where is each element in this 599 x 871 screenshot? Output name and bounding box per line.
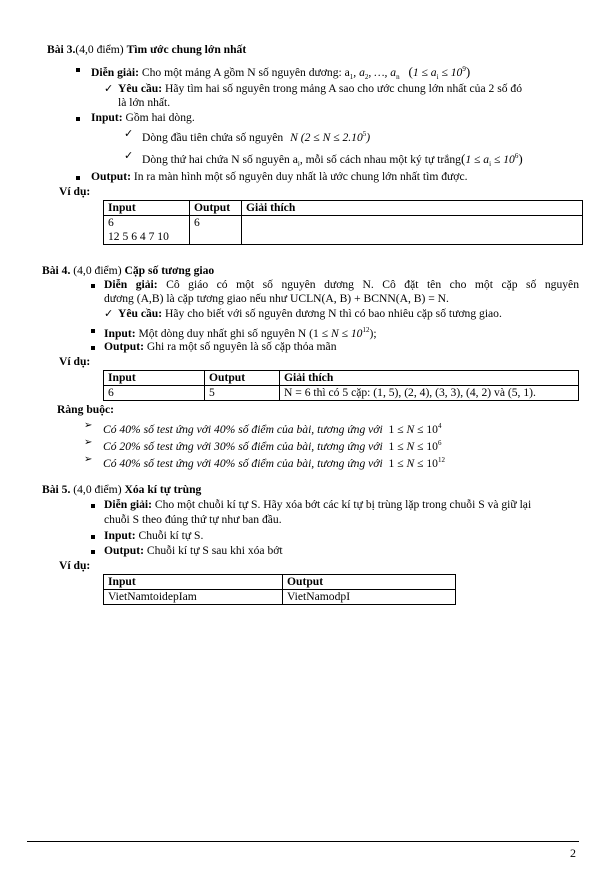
b4-rang-buoc: Ràng buộc: (57, 403, 115, 416)
bullet-square (91, 329, 95, 333)
b3-yeu-cau-line1: Yêu cầu: Hãy tìm hai số nguyên trong mảng A sao cho ước chung lớn nhất của 2 số đó (118, 82, 522, 95)
check-icon: ✓ (104, 83, 114, 95)
bullet-square (76, 176, 80, 180)
table-header-row (104, 575, 456, 590)
b3-input-line2: Dòng thứ hai chứa N số nguyên $a_i$, mỗi số cách nhau một ký tự trắng(1 ≤ $a_i \le 10^6$) (142, 151, 523, 168)
table-header-cell: Output (205, 371, 280, 386)
b3-yeu-cau-line2: là lớn nhất. (118, 96, 171, 109)
check-icon: ✓ (104, 308, 114, 320)
arrow-bullet-icon: ➢ (84, 437, 93, 448)
bullet-square (76, 117, 80, 121)
arrow-bullet-icon: ➢ (84, 454, 93, 465)
table-header-cell: Input (104, 575, 283, 590)
table-cell: VietNamodpI (283, 590, 456, 605)
page-number: 2 (570, 846, 576, 860)
b4-heading: Bài 4. (4,0 điểm) Cặp số tương giao (42, 264, 215, 277)
bullet-square (91, 346, 95, 350)
b5-output: Output: Chuỗi kí tự S sau khi xóa bớt (104, 544, 283, 557)
b3-input: Input: Gồm hai dòng. (91, 111, 195, 124)
b3-input-line1: Dòng đầu tiên chứa số nguyên N $(2 \le N \le 2.10^5)$ (142, 130, 371, 144)
table-cell: N = 6 thì có 5 cặp: (1, 5), (2, 4), (3, 3), (4, 2) và (5, 1). (280, 386, 579, 401)
b4-constraint-1: Có 40% số test ứng với 40% số điểm của bài, tương ứng với $1 \le N \le 10^4$ (103, 422, 442, 436)
b3-dien-giai: Diễn giải: Cho một mảng A gồm N số nguyên dương: $a_1$, $a_2$, …, $a_n$ $(1 \le a_i \le 10^9)$ (91, 64, 471, 81)
bullet-square (91, 284, 95, 288)
table-cell: 5 (205, 386, 280, 401)
table-cell: VietNamtoidepIam (104, 590, 283, 605)
bullet-square (91, 504, 95, 508)
table-row (104, 590, 456, 605)
b5-vi-du: Ví dụ: (59, 559, 91, 572)
b4-yeu-cau: Yêu cầu: Hãy cho biết với số nguyên dương N thì có bao nhiêu cặp số tương giao. (118, 307, 502, 320)
b5-dien-giai-line1: Diễn giải: Cho một chuỗi kí tự S. Hãy xóa bớt các kí tự bị trùng lặp trong chuỗi S và giữ lại (104, 498, 532, 511)
b4-dien-giai-line1: Diễn giải: Cô giáo có một số nguyên dương N. Cô đặt tên cho một cặp số nguyên (104, 278, 579, 291)
b4-example-table (103, 370, 579, 401)
b4-input: Input: Một dòng duy nhất ghi số nguyên N $(1 \le N \le 10^{12})$; (104, 326, 377, 340)
b3-heading: Bài 3.(4,0 điểm) Tìm ước chung lớn nhất (47, 43, 247, 56)
b5-heading: Bài 5. (4,0 điểm) Xóa kí tự trùng (42, 483, 202, 496)
b4-constraint-2: Có 20% số test ứng với 30% số điểm của bài, tương ứng với $1 \le N \le 10^6$ (103, 439, 442, 453)
table-header-cell: Giải thích (280, 371, 579, 386)
table-cell: 6 12 5 6 4 7 10 (104, 216, 190, 245)
b4-vi-du: Ví dụ: (59, 355, 91, 368)
bullet-square (76, 68, 80, 72)
table-header-cell: Input (104, 371, 205, 386)
b5-input: Input: Chuỗi kí tự S. (104, 529, 204, 542)
b5-dien-giai-line2: chuỗi S theo đúng thứ tự như ban đầu. (104, 513, 282, 526)
table-header-row (104, 371, 579, 386)
b4-constraint-3: Có 40% số test ứng với 40% số điểm của bài, tương ứng với $1 \le N \le 10^{12}$ (103, 456, 445, 470)
table-cell (242, 216, 583, 245)
b3-example-table (103, 200, 583, 245)
check-icon: ✓ (124, 150, 134, 162)
b4-output: Output: Ghi ra một số nguyên là số cặp thỏa mãn (104, 340, 337, 353)
check-icon: ✓ (124, 128, 134, 140)
table-cell: 6 (104, 386, 205, 401)
table-header-cell: Output (283, 575, 456, 590)
b3-vi-du: Ví dụ: (59, 185, 91, 198)
table-row (104, 386, 579, 401)
arrow-bullet-icon: ➢ (84, 420, 93, 431)
bullet-square (91, 550, 95, 554)
table-header-row (104, 201, 583, 216)
table-header-cell: Input (104, 201, 190, 216)
bullet-square (91, 535, 95, 539)
b5-example-table (103, 574, 456, 605)
table-cell: 6 (190, 216, 242, 245)
footer-divider (27, 841, 579, 842)
b4-dien-giai-line2: dương (A,B) là cặp tương giao nếu như UCLN(A, B) + BCNN(A, B) = N. (104, 292, 449, 305)
b3-output: Output: In ra màn hình một số nguyên duy nhất là ước chung lớn nhất tìm được. (91, 170, 468, 183)
table-header-cell: Giải thích (242, 201, 583, 216)
table-header-cell: Output (190, 201, 242, 216)
table-row (104, 216, 583, 245)
